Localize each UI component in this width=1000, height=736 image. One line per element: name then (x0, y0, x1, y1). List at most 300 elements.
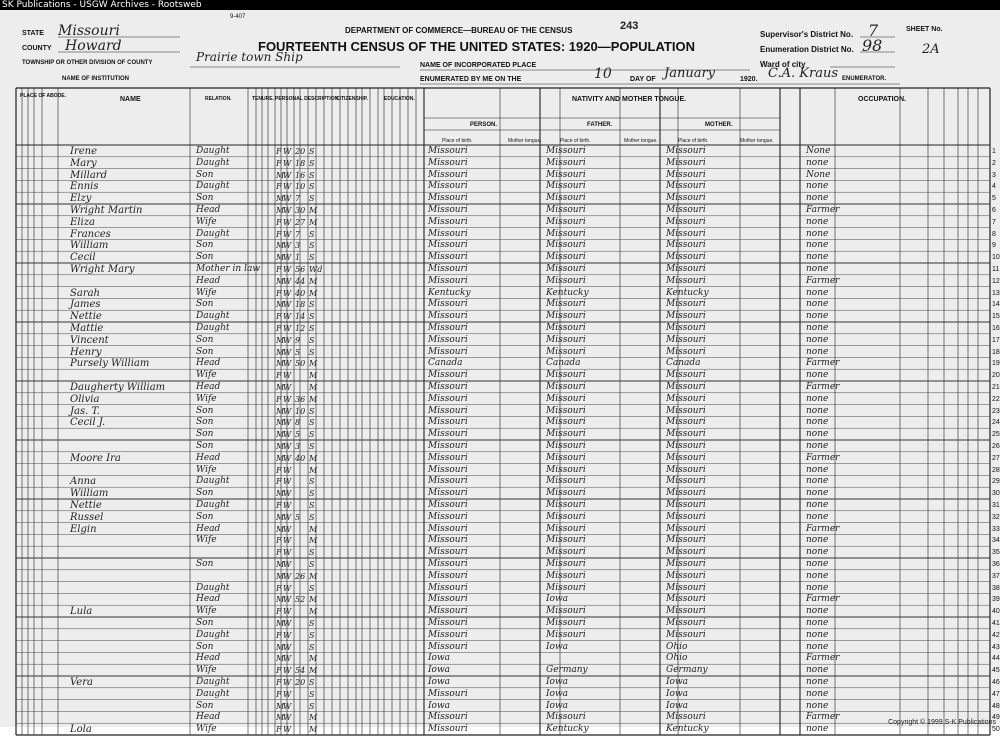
mother-birthplace: Missouri (666, 334, 706, 345)
birthplace: Missouri (428, 393, 468, 404)
occupation: none (806, 606, 829, 617)
birthplace: Missouri (428, 240, 468, 251)
marital-status: S (309, 678, 315, 687)
age: 9 (295, 335, 301, 345)
relation: Son (196, 417, 214, 428)
occupation: none (806, 464, 829, 475)
sex: M (276, 701, 285, 711)
mother-birthplace: Missouri (666, 405, 706, 416)
sex: M (276, 383, 285, 392)
col-name-heading: NAME (120, 96, 141, 103)
row-number: 50 (992, 726, 1000, 734)
father-birthplace: Missouri (546, 169, 586, 180)
birthplace: Missouri (428, 712, 468, 723)
row-number: 31 (992, 502, 1000, 509)
father-birthplace: Canada (546, 358, 581, 369)
mother-birthplace: Missouri (666, 464, 706, 475)
row-number: 47 (992, 690, 1000, 698)
sheet-label: SHEET No. (906, 26, 943, 33)
row-number: 18 (992, 348, 1000, 356)
father-birthplace: Missouri (546, 382, 586, 392)
incorporated-label: NAME OF INCORPORATED PLACE (420, 62, 537, 69)
marital-status: M (309, 524, 318, 534)
race: W (283, 206, 292, 215)
subhead-father-birth: Place of birth. (560, 138, 591, 144)
relation: Wife (196, 665, 217, 676)
year-label: 1920. (740, 76, 758, 83)
occupation: none (806, 299, 829, 310)
person-name: Russel (70, 511, 104, 523)
sex: M (276, 430, 285, 440)
enumerated-label: ENUMERATED BY ME ON THE (420, 76, 522, 83)
row-number: 16 (992, 325, 1000, 332)
father-birthplace: Missouri (546, 535, 586, 546)
birthplace: Missouri (428, 500, 468, 510)
person-name: Mary (70, 157, 97, 169)
marital-status: M (309, 465, 318, 475)
father-birthplace: Missouri (546, 228, 586, 239)
occupation: none (806, 216, 829, 227)
marital-status: S (309, 512, 315, 522)
race: W (283, 453, 292, 463)
row-number: 19 (992, 360, 1000, 368)
race: W (283, 725, 292, 735)
birthplace: Missouri (428, 464, 468, 475)
row-number: 27 (992, 454, 1000, 462)
birthplace: Missouri (428, 547, 468, 558)
occupation: Farmer (806, 358, 840, 369)
race: W (283, 630, 292, 640)
mother-birthplace: Missouri (666, 476, 706, 487)
marital-status: S (309, 548, 315, 558)
birthplace: Missouri (428, 570, 468, 581)
person-name: Lula (70, 606, 93, 618)
census-title: FOURTEENTH CENSUS OF THE UNITED STATES: 1920—POPULATION (258, 39, 695, 54)
marital-status: M (309, 371, 318, 381)
birthplace: Missouri (428, 228, 468, 239)
mother-birthplace: Missouri (666, 582, 706, 593)
occupation: none (806, 559, 829, 569)
row-number: 44 (992, 655, 1000, 663)
occupation: none (806, 193, 829, 204)
relation: Daught (196, 228, 230, 239)
mother-birthplace: Missouri (666, 570, 706, 581)
person-name: James (70, 299, 101, 311)
township-value: Prairie town Ship (196, 50, 303, 64)
sex: M (276, 418, 285, 428)
age: 10 (295, 182, 306, 192)
race: W (283, 430, 292, 440)
marital-status: M (309, 394, 318, 404)
age: 3 (295, 442, 301, 451)
occupation: none (806, 441, 829, 451)
birthplace: Missouri (428, 523, 468, 534)
birthplace: Missouri (428, 429, 468, 440)
father-birthplace: Missouri (546, 146, 586, 156)
race: W (283, 701, 292, 711)
row-number: 32 (992, 513, 1000, 521)
col-nativity-heading: NATIVITY AND MOTHER TONGUE. (572, 96, 687, 103)
row-number: 37 (992, 572, 1000, 580)
birthplace: Missouri (428, 606, 468, 617)
race: W (283, 442, 292, 451)
enumerator-value: C.A. Kraus (768, 66, 838, 81)
birthplace: Missouri (428, 688, 468, 699)
occupation: none (806, 181, 829, 192)
father-birthplace: Iowa (546, 700, 569, 711)
mother-birthplace: Missouri (666, 205, 706, 215)
marital-status: M (309, 571, 318, 581)
row-number: 14 (992, 301, 1000, 309)
row-number: 11 (992, 266, 1000, 273)
enumeration-label: Enumeration District No. (760, 45, 854, 54)
occupation: none (806, 240, 829, 251)
race: W (283, 607, 292, 617)
window-titlebar (0, 0, 1000, 10)
person-name: William (70, 488, 109, 500)
birthplace: Missouri (428, 169, 468, 180)
occupation: none (806, 370, 829, 381)
sex: F (276, 666, 282, 676)
marital-status: S (309, 477, 315, 487)
birthplace: Kentucky (428, 287, 471, 298)
person-name: Ennis (70, 181, 99, 193)
marital-status: S (309, 170, 315, 180)
race: W (283, 477, 292, 487)
marital-status: M (309, 206, 318, 215)
occupation: none (806, 535, 829, 546)
mother-birthplace: Missouri (666, 618, 706, 628)
state-value: Missouri (58, 23, 120, 39)
person-name: Irene (70, 146, 98, 157)
census-form-grid (0, 10, 1000, 727)
age: 36 (295, 394, 306, 404)
marital-status: M (309, 725, 318, 735)
sex: F (276, 607, 282, 617)
father-birthplace: Missouri (546, 193, 586, 204)
person-name: Nettie (70, 311, 102, 323)
marital-status: M (309, 288, 318, 298)
race: W (283, 217, 292, 227)
state-label: STATE (22, 30, 44, 37)
father-birthplace: Missouri (546, 311, 586, 322)
mother-birthplace: Germany (666, 665, 708, 676)
row-number: 38 (992, 584, 1000, 592)
supervisor-label: Supervisor's District No. (760, 30, 854, 39)
department-title: DEPARTMENT OF COMMERCE—BUREAU OF THE CENSUS (345, 26, 573, 35)
birthplace: Missouri (428, 205, 468, 215)
age: 18 (295, 158, 306, 168)
race: W (283, 571, 292, 581)
relation: Son (196, 641, 214, 652)
sex: M (276, 194, 285, 204)
birthplace: Missouri (428, 405, 468, 416)
marital-status: S (309, 689, 315, 699)
marital-status: S (309, 619, 315, 628)
birthplace: Missouri (428, 594, 468, 605)
birthplace: Missouri (428, 275, 468, 286)
row-number: 4 (992, 183, 996, 191)
person-name: Elzy (70, 193, 92, 205)
row-number: 10 (992, 254, 1000, 262)
relation: Head (196, 205, 221, 215)
birthplace: Missouri (428, 629, 468, 640)
father-birthplace: Missouri (546, 264, 586, 274)
race: W (283, 253, 292, 263)
father-birthplace: Missouri (546, 712, 586, 723)
occupation: none (806, 488, 829, 499)
birthplace: Missouri (428, 311, 468, 322)
row-number: 7 (992, 218, 996, 226)
subhead-person-birth: Place of birth. (442, 138, 473, 144)
mother-birthplace: Missouri (666, 488, 706, 499)
relation: Son (196, 700, 214, 711)
sex: M (276, 654, 285, 664)
marital-status: S (309, 501, 315, 510)
row-number: 43 (992, 643, 1000, 651)
row-number: 40 (992, 608, 1000, 616)
occupation: none (806, 570, 829, 581)
occupation: none (806, 264, 829, 274)
marital-status: M (309, 713, 318, 723)
marital-status: Wd (309, 265, 323, 274)
month-value: January (664, 66, 716, 81)
father-birthplace: Missouri (546, 417, 586, 428)
marital-status: S (309, 253, 315, 263)
father-birthplace: Missouri (546, 334, 586, 345)
race: W (283, 583, 292, 593)
race: W (283, 241, 292, 251)
father-birthplace: Missouri (546, 452, 586, 463)
occupation: Farmer (806, 452, 840, 463)
mother-birthplace: Missouri (666, 169, 706, 180)
row-number: 48 (992, 702, 1000, 710)
relation: Daught (196, 157, 230, 168)
father-birthplace: Missouri (546, 157, 586, 168)
row-number: 5 (992, 195, 996, 203)
sex: M (276, 347, 285, 357)
sex: M (276, 642, 285, 652)
mother-birthplace: Missouri (666, 594, 706, 605)
sex: M (276, 560, 285, 569)
sex: M (276, 713, 285, 723)
marital-status: M (309, 359, 318, 369)
window-title: SK Publications - USGW Archives - Rootsweb (2, 0, 202, 10)
race: W (283, 595, 292, 605)
relation: Daught (196, 323, 230, 333)
relation: Wife (196, 370, 217, 381)
relation: Wife (196, 464, 217, 475)
occupation: none (806, 157, 829, 168)
row-number: 20 (992, 372, 1000, 380)
father-birthplace: Missouri (546, 464, 586, 475)
marital-status: S (309, 430, 315, 440)
birthplace: Missouri (428, 618, 468, 628)
age: 7 (295, 229, 301, 239)
township-label: TOWNSHIP OR OTHER DIVISION OF COUNTY (22, 60, 153, 66)
sex: F (276, 678, 282, 687)
marital-status: M (309, 607, 318, 617)
sex: F (276, 548, 282, 558)
occupation: Farmer (806, 594, 840, 605)
person-name: Henry (70, 346, 102, 358)
father-birthplace: Missouri (546, 252, 586, 263)
mother-birthplace: Missouri (666, 500, 706, 510)
relation: Mother in law (196, 264, 261, 274)
birthplace: Missouri (428, 724, 468, 735)
birthplace: Iowa (428, 677, 451, 687)
sex: F (276, 217, 282, 227)
sex: M (276, 276, 285, 286)
county-label: COUNTY (22, 45, 52, 52)
person-name: Lola (70, 724, 92, 736)
row-number: 23 (992, 407, 1000, 415)
race: W (283, 536, 292, 546)
mother-birthplace: Missouri (666, 157, 706, 168)
mother-birthplace: Missouri (666, 393, 706, 404)
person-name: Wright Mary (70, 264, 135, 275)
father-birthplace: Missouri (546, 523, 586, 534)
mother-birthplace: Ohio (666, 641, 688, 652)
person-name: William (70, 240, 109, 252)
age: 18 (295, 300, 306, 310)
father-birthplace: Missouri (546, 181, 586, 192)
relation: Son (196, 346, 214, 357)
father-birthplace: Missouri (546, 299, 586, 310)
birthplace: Missouri (428, 488, 468, 499)
occupation: none (806, 629, 829, 640)
occupation: none (806, 252, 829, 263)
marital-status: M (309, 217, 318, 227)
sex: F (276, 501, 282, 510)
institution-label: NAME OF INSTITUTION (62, 76, 129, 82)
occupation: Farmer (806, 523, 840, 534)
father-birthplace: Missouri (546, 370, 586, 381)
row-number: 21 (992, 384, 1000, 391)
father-birthplace: Missouri (546, 570, 586, 581)
race: W (283, 359, 292, 369)
person-name: Daugherty William (70, 382, 166, 393)
mother-birthplace: Kentucky (666, 287, 709, 298)
person-name: Anna (70, 476, 97, 488)
person-name: Nettie (70, 500, 102, 511)
marital-status: S (309, 312, 315, 322)
relation: Daught (196, 677, 230, 687)
marital-status: S (309, 442, 315, 451)
occupation: none (806, 405, 829, 416)
relation: Wife (196, 724, 217, 735)
marital-status: S (309, 335, 315, 345)
race: W (283, 501, 292, 510)
marital-status: S (309, 241, 315, 251)
relation: Wife (196, 393, 217, 404)
sex: F (276, 229, 282, 239)
birthplace: Missouri (428, 157, 468, 168)
mother-birthplace: Missouri (666, 559, 706, 569)
birthplace: Missouri (428, 452, 468, 463)
age: 26 (295, 571, 306, 581)
relation: Son (196, 441, 214, 451)
age: 20 (295, 678, 306, 687)
row-number: 12 (992, 277, 1000, 285)
relation: Son (196, 169, 214, 180)
occupation: none (806, 287, 829, 298)
relation: Son (196, 299, 214, 310)
person-name: Olivia (70, 393, 100, 405)
birthplace: Missouri (428, 582, 468, 593)
birthplace: Missouri (428, 417, 468, 428)
marital-status: M (309, 536, 318, 546)
occupation: None (806, 146, 831, 156)
row-number: 17 (992, 336, 1000, 344)
occupation: Farmer (806, 382, 840, 392)
enumerator-suffix: ENUMERATOR. (842, 76, 887, 82)
county-value: Howard (65, 38, 122, 54)
relation: Head (196, 653, 221, 664)
mother-birthplace: Missouri (666, 240, 706, 251)
age: 3 (295, 241, 301, 251)
relation: Son (196, 511, 214, 522)
col-tenure-heading: TENURE. (252, 96, 274, 102)
father-birthplace: Missouri (546, 618, 586, 628)
father-birthplace: Missouri (546, 476, 586, 487)
relation: Head (196, 358, 221, 369)
race: W (283, 265, 292, 274)
father-birthplace: Missouri (546, 405, 586, 416)
race: W (283, 512, 292, 522)
race: W (283, 489, 292, 499)
mother-birthplace: Missouri (666, 712, 706, 723)
birthplace: Missouri (428, 299, 468, 310)
sex: F (276, 725, 282, 735)
relation: Son (196, 252, 214, 263)
mother-birthplace: Iowa (666, 677, 689, 687)
subhead-person-tongue: Mother tongue. (508, 138, 542, 144)
supervisor-value: 7 (868, 21, 879, 40)
marital-status: S (309, 347, 315, 357)
relation: Daught (196, 582, 230, 593)
race: W (283, 170, 292, 180)
col-education-heading: EDUCATION. (384, 96, 415, 102)
occupation: Farmer (806, 653, 840, 664)
row-number: 13 (992, 289, 1000, 297)
mother-birthplace: Missouri (666, 511, 706, 522)
row-number: 36 (992, 561, 1000, 568)
occupation: none (806, 700, 829, 711)
person-name: Elgin (70, 523, 97, 535)
race: W (283, 147, 292, 156)
mother-birthplace: Missouri (666, 441, 706, 451)
mother-birthplace: Missouri (666, 323, 706, 333)
marital-status: S (309, 194, 315, 204)
age: 50 (295, 359, 306, 369)
row-number: 30 (992, 490, 1000, 498)
race: W (283, 654, 292, 664)
marital-status: S (309, 147, 315, 156)
row-number: 49 (992, 714, 1000, 722)
sex: F (276, 371, 282, 381)
marital-status: S (309, 642, 315, 652)
mother-birthplace: Missouri (666, 370, 706, 381)
age: 27 (295, 217, 306, 227)
relation: Daught (196, 146, 230, 156)
birthplace: Missouri (428, 193, 468, 204)
father-birthplace: Missouri (546, 500, 586, 510)
mother-birthplace: Missouri (666, 382, 706, 392)
sex: F (276, 312, 282, 322)
occupation: none (806, 582, 829, 593)
sex: M (276, 406, 285, 416)
